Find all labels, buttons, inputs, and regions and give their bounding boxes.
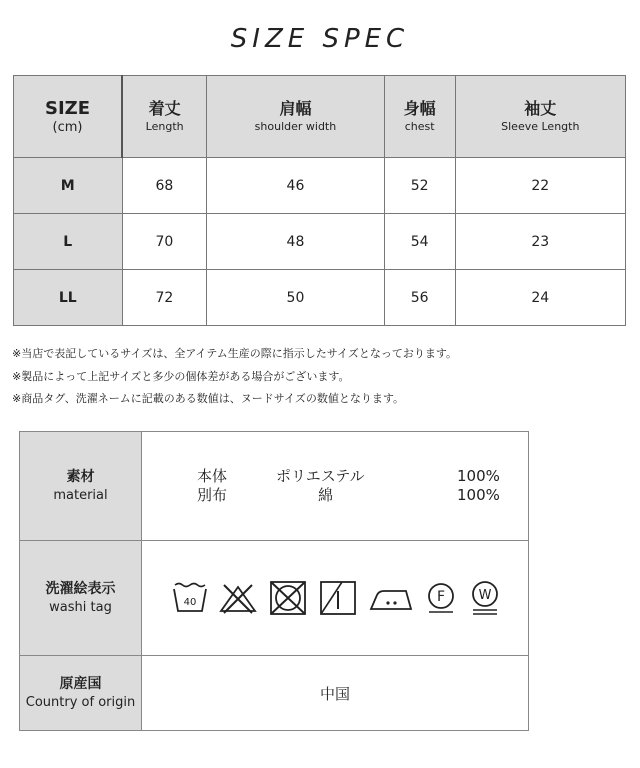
column-header-en: shoulder width [254,120,337,133]
wet-clean-w-icon [468,579,502,617]
washi-tag-label-en: washi tag [49,599,112,615]
material-label-cell [20,432,142,541]
table-cell: 50 [207,270,384,326]
origin-value: 中国 [142,656,529,731]
table-cell: 70 [122,214,207,270]
table-cell: 48 [207,214,384,270]
table-cell: 52 [384,158,455,214]
wash-40-icon [172,581,208,615]
column-header-length [122,76,207,158]
material-percent: 100% [457,467,500,485]
wet-clean-letter: W [478,588,492,603]
table-cell: 46 [207,158,384,214]
table-cell: 24 [455,270,625,326]
origin-label-cell [20,656,142,731]
dry-clean-letter: F [436,589,446,605]
no-bleach-icon [218,581,258,615]
note-line: ※当店で表記しているサイズは、全アイテム生産の際に指示したサイズとなっております。 [12,347,458,360]
row-size-label: L [14,214,123,270]
material-label-en: material [53,487,108,503]
table-cell: 22 [455,158,625,214]
material-value-cell [142,432,529,541]
material-part: 本体 [197,467,228,485]
material-fabric: ポリエステル [276,467,365,485]
material-part: 別布 [197,486,228,504]
origin-label-en: Country of origin [25,694,136,710]
row-size-label: LL [14,270,123,326]
table-cell: 56 [384,270,455,326]
size-table-header-row [14,76,626,158]
line-dry-icon [318,579,358,617]
column-header-jp: 着丈 [148,99,181,118]
column-header-en: Sleeve Length [501,120,580,133]
product-info-table [19,431,529,731]
column-header-jp: 袖丈 [524,99,557,118]
table-cell: 23 [455,214,625,270]
column-header-en: chest [404,120,435,133]
washi-tag-row [20,541,529,656]
column-header-chest [384,76,455,158]
wash-temp-label: 40 [183,597,197,608]
size-spec-table [13,75,626,326]
origin-label-jp: 原産国 [59,675,102,692]
column-header-en: Length [145,120,184,133]
column-header-sleeve [455,76,625,158]
material-row [20,432,529,541]
washi-tag-label-jp: 洗濯絵表示 [45,580,116,597]
note-line: ※商品タグ、洗濯ネームに記載のある数値は、ヌードサイズの数値となります。 [12,392,405,405]
table-row [14,270,626,326]
iron-low-icon [368,581,414,615]
washi-tag-label-cell [20,541,142,656]
dry-clean-f-icon [424,580,458,616]
column-header-jp: 肩幅 [279,99,312,118]
origin-row [20,656,529,731]
column-header-jp: 身幅 [403,99,436,118]
column-header-shoulder [207,76,384,158]
table-row [14,214,626,270]
table-cell: 72 [122,270,207,326]
material-fabric: 綿 [318,486,334,504]
size-notes [12,343,457,411]
size-unit-label: (cm) [52,120,83,135]
page-title: SIZE SPEC [230,24,410,54]
size-header-label: SIZE [44,98,90,119]
material-label-jp: 素材 [66,468,95,485]
no-tumble-dry-icon [268,579,308,617]
row-size-label: M [14,158,123,214]
note-line: ※製品によって上記サイズと多少の個体差がある場合がございます。 [12,369,350,383]
washi-tag-icons-cell [142,541,529,656]
table-cell: 68 [122,158,207,214]
table-row [14,158,626,214]
size-corner-cell [14,76,123,158]
material-percent: 100% [457,486,500,504]
table-cell: 54 [384,214,455,270]
